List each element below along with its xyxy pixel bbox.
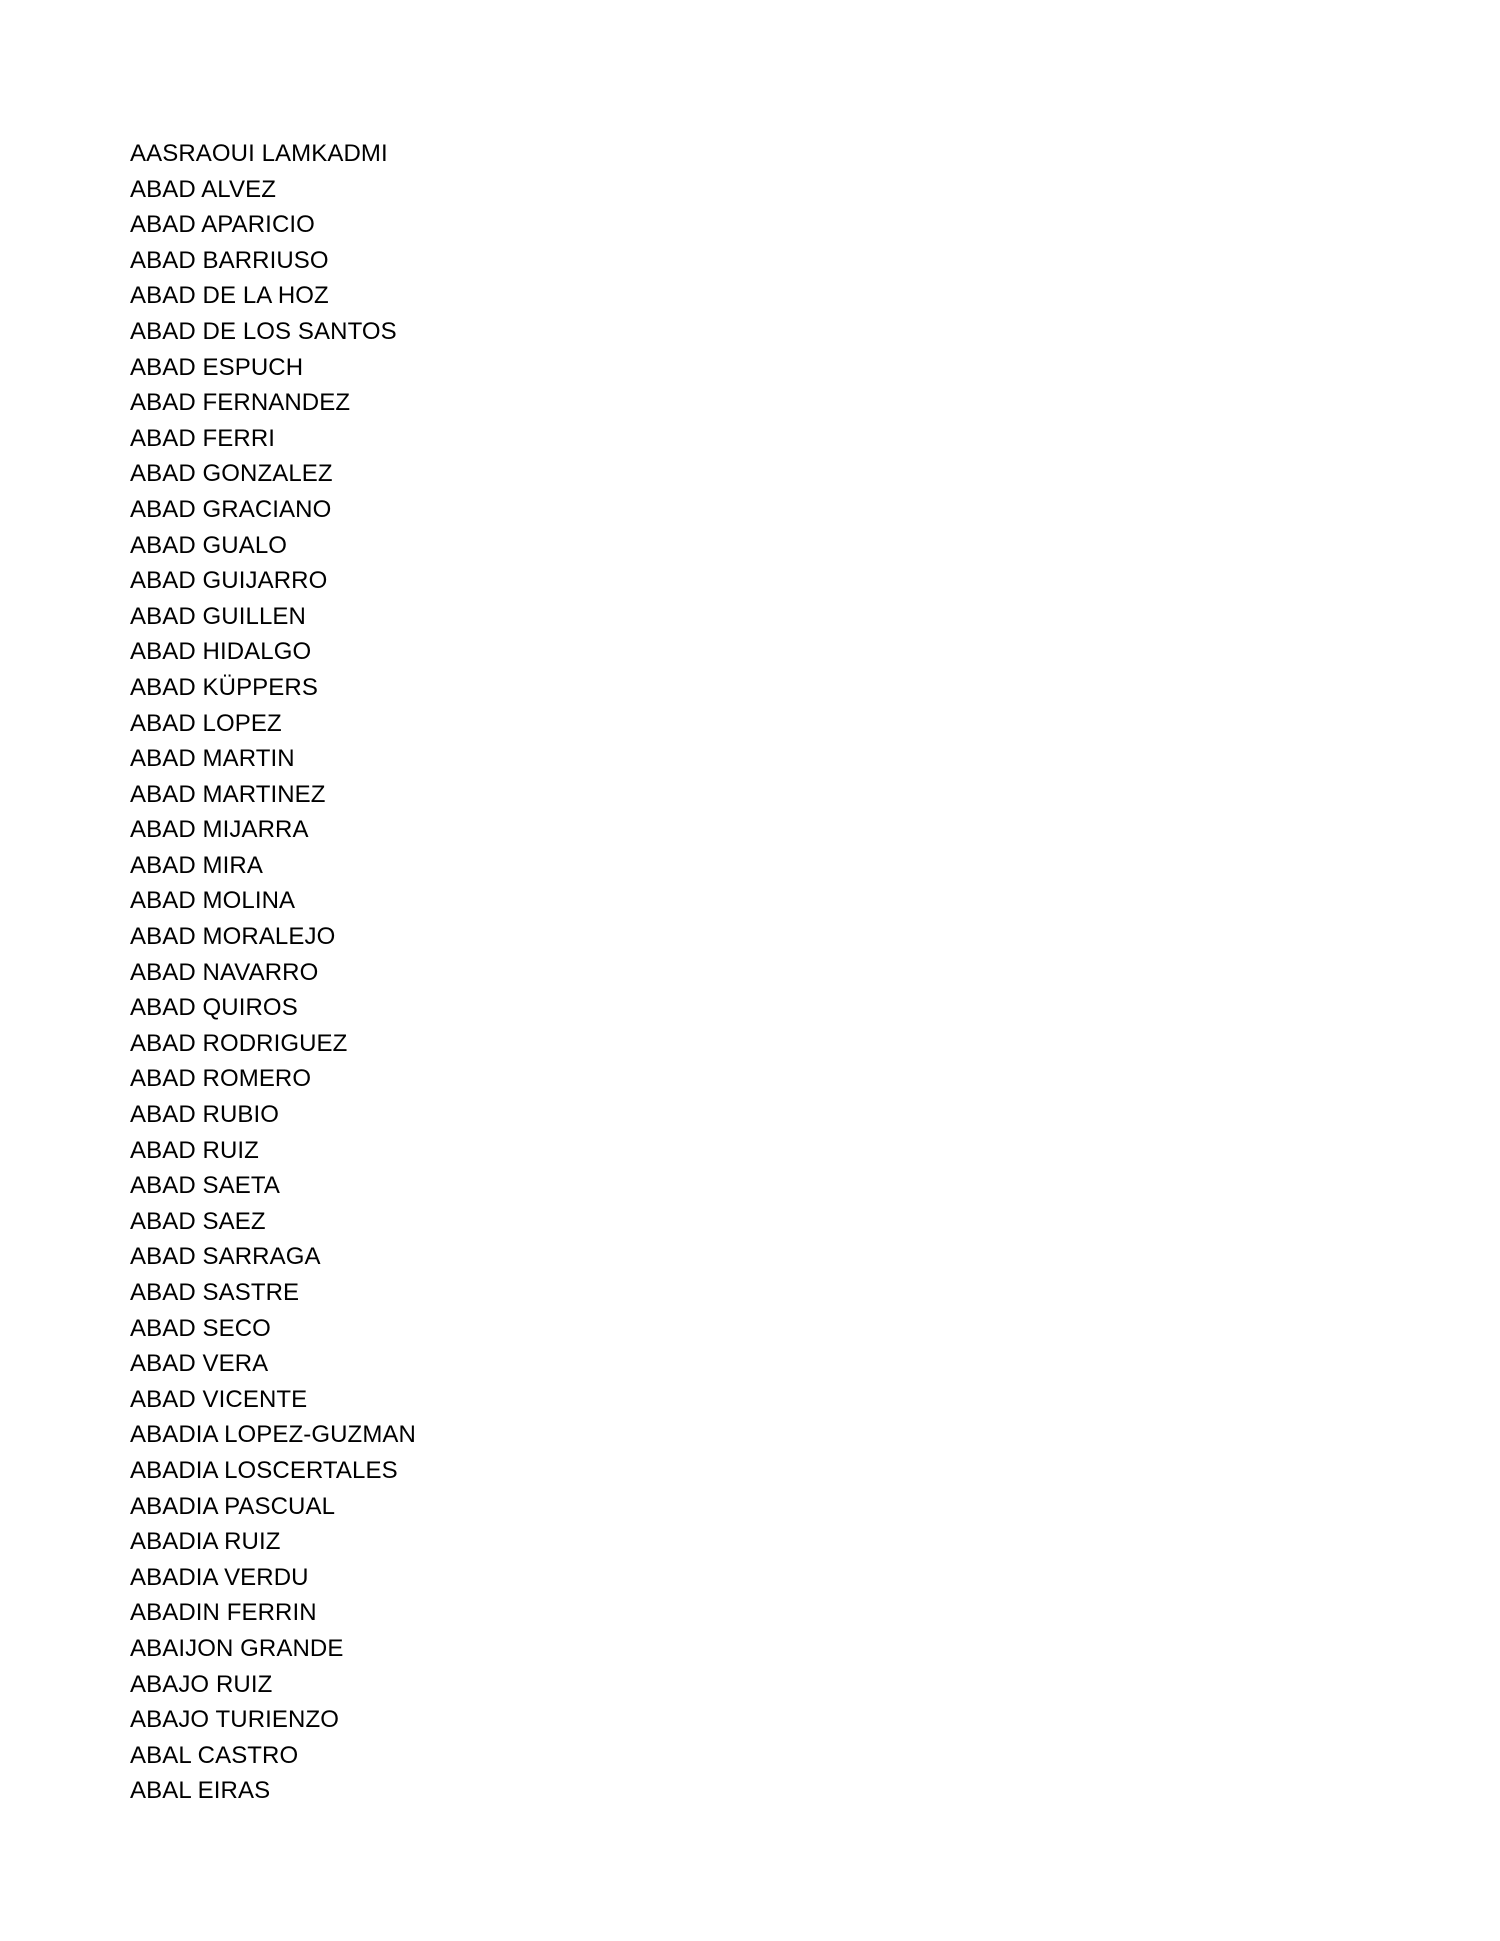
surname-entry: ABADIA RUIZ bbox=[130, 1528, 281, 1556]
surname-entry: ABAD MIRA bbox=[130, 851, 263, 879]
surname-entry: ABADIA LOSCERTALES bbox=[130, 1456, 398, 1484]
surname-entry: ABAD HIDALGO bbox=[130, 638, 312, 666]
surname-entry: ABAD MARTINEZ bbox=[130, 780, 326, 808]
surname-entry: ABAD GUIJARRO bbox=[130, 567, 328, 595]
surname-entry: ABAD DE LA HOZ bbox=[130, 282, 329, 310]
surname-entry: ABAD RUIZ bbox=[130, 1136, 259, 1164]
surname-entry: ABAL CASTRO bbox=[130, 1741, 299, 1769]
surname-entry: ABAD SAEZ bbox=[130, 1207, 266, 1235]
surname-entry: ABADIA LOPEZ-GUZMAN bbox=[130, 1421, 416, 1449]
surname-entry: ABAD FERNANDEZ bbox=[130, 389, 351, 417]
surname-entry: ABAD KÜPPERS bbox=[130, 673, 318, 701]
surname-entry: ABADIA PASCUAL bbox=[130, 1492, 336, 1520]
surname-list bbox=[130, 136, 416, 1809]
surname-entry: ABAD ROMERO bbox=[130, 1065, 312, 1093]
surname-entry: ABAD RODRIGUEZ bbox=[130, 1029, 348, 1057]
surname-entry: ABAD ESPUCH bbox=[130, 353, 304, 381]
surname-entry: ABAJO TURIENZO bbox=[130, 1706, 339, 1734]
surname-entry: ABAD FERRI bbox=[130, 424, 276, 452]
surname-entry: ABAD VERA bbox=[130, 1350, 269, 1378]
surname-entry: ABADIA VERDU bbox=[130, 1563, 309, 1591]
surname-entry: ABAD SAETA bbox=[130, 1172, 280, 1200]
surname-entry: ABAD QUIROS bbox=[130, 994, 298, 1022]
surname-entry: ABAD LOPEZ bbox=[130, 709, 282, 737]
surname-entry: ABAL EIRAS bbox=[130, 1777, 271, 1805]
surname-entry: ABAD GUILLEN bbox=[130, 602, 306, 630]
surname-entry: ABAIJON GRANDE bbox=[130, 1634, 344, 1662]
surname-entry: ABAD SASTRE bbox=[130, 1279, 300, 1306]
surname-entry: ABADIN FERRIN bbox=[130, 1599, 317, 1627]
surname-entry: ABAD RUBIO bbox=[130, 1101, 280, 1129]
surname-entry: ABAD MIJARRA bbox=[130, 816, 309, 844]
surname-entry: ABAD NAVARRO bbox=[130, 958, 319, 986]
surname-entry: ABAD SARRAGA bbox=[130, 1243, 321, 1271]
surname-entry: ABAD SECO bbox=[130, 1314, 271, 1342]
surname-entry: ABAD GRACIANO bbox=[130, 495, 332, 523]
surname-entry: ABAD VICENTE bbox=[130, 1385, 308, 1413]
surname-entry: ABAD DE LOS SANTOS bbox=[130, 317, 397, 345]
surname-entry: ABAJO RUIZ bbox=[130, 1670, 273, 1698]
surname-entry: ABAD MOLINA bbox=[130, 887, 296, 915]
surname-entry: ABAD BARRIUSO bbox=[130, 246, 329, 274]
surname-entry: ABAD MORALEJO bbox=[130, 923, 336, 951]
surname-entry: ABAD MARTIN bbox=[130, 745, 295, 773]
surname-entry: AASRAOUI LAMKADMI bbox=[130, 140, 388, 167]
surname-entry: ABAD ALVEZ bbox=[130, 175, 276, 203]
surname-entry: ABAD GUALO bbox=[130, 531, 288, 559]
surname-entry: ABAD GONZALEZ bbox=[130, 460, 333, 488]
surname-entry: ABAD APARICIO bbox=[130, 211, 315, 239]
